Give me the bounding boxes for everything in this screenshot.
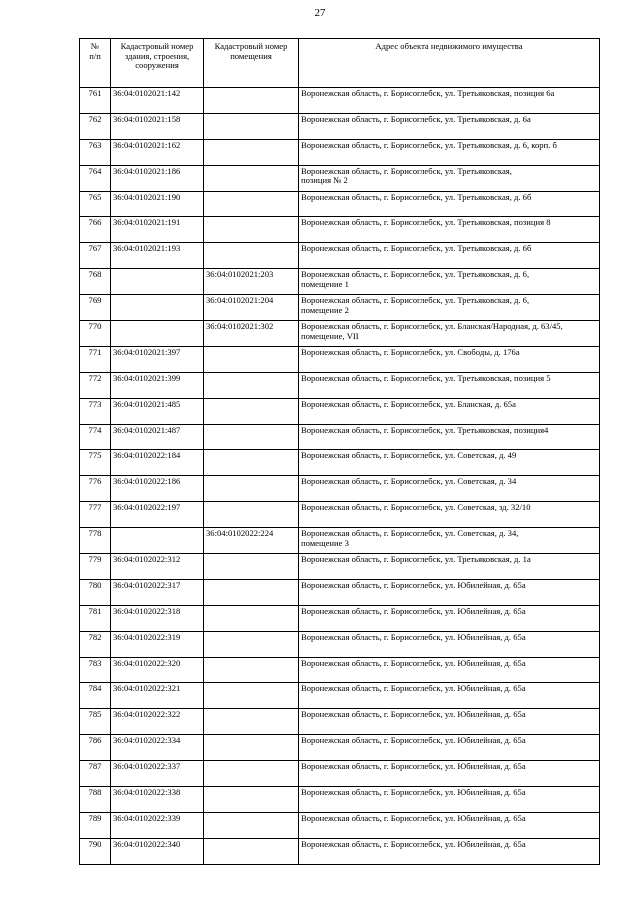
address-cell: Воронежская область, г. Борисоглебск, ул. Третьяковская, д. 6а bbox=[299, 113, 600, 139]
table-row bbox=[80, 554, 600, 580]
row-number: 767 bbox=[80, 243, 111, 269]
building-cadastral-cell: 36:04:0102022:319 bbox=[111, 631, 204, 657]
address-cell: Воронежская область, г. Борисоглебск, ул. Советская, д. 34, помещение 3 bbox=[299, 528, 600, 554]
building-cadastral-cell: 36:04:0102021:193 bbox=[111, 243, 204, 269]
table-row bbox=[80, 579, 600, 605]
premise-cadastral-cell bbox=[204, 787, 299, 813]
row-number: 790 bbox=[80, 838, 111, 864]
header-address: Адрес объекта недвижимого имущества bbox=[299, 39, 600, 88]
address-cell: Воронежская область, г. Борисоглебск, ул. Свободы, д. 176а bbox=[299, 346, 600, 372]
premise-cadastral-cell bbox=[204, 113, 299, 139]
table-row bbox=[80, 657, 600, 683]
row-number: 781 bbox=[80, 605, 111, 631]
row-number: 765 bbox=[80, 191, 111, 217]
address-cell: Воронежская область, г. Борисоглебск, ул. Третьяковская, позиция 6а bbox=[299, 88, 600, 114]
premise-cadastral-cell bbox=[204, 191, 299, 217]
row-number: 771 bbox=[80, 346, 111, 372]
address-cell: Воронежская область, г. Борисоглебск, ул. Бланская, д. 65а bbox=[299, 398, 600, 424]
row-number: 770 bbox=[80, 321, 111, 347]
building-cadastral-cell: 36:04:0102021:487 bbox=[111, 424, 204, 450]
table-row bbox=[80, 269, 600, 295]
row-number: 780 bbox=[80, 579, 111, 605]
address-cell: Воронежская область, г. Борисоглебск, ул. Третьяковская, д. 6, корп. б bbox=[299, 139, 600, 165]
address-cell: Воронежская область, г. Борисоглебск, ул. Юбилейная, д. 65а bbox=[299, 735, 600, 761]
row-number: 779 bbox=[80, 554, 111, 580]
row-number: 769 bbox=[80, 295, 111, 321]
address-cell: Воронежская область, г. Борисоглебск, ул. Бланская/Народная, д. 63/45, помещение, VII bbox=[299, 321, 600, 347]
address-cell: Воронежская область, г. Борисоглебск, ул. Третьяковская, д. 1а bbox=[299, 554, 600, 580]
address-cell: Воронежская область, г. Борисоглебск, ул. Третьяковская, д. 6б bbox=[299, 243, 600, 269]
table-row bbox=[80, 735, 600, 761]
table-row bbox=[80, 321, 600, 347]
address-cell: Воронежская область, г. Борисоглебск, ул. Третьяковская, д. 6, помещение 1 bbox=[299, 269, 600, 295]
table-row bbox=[80, 139, 600, 165]
building-cadastral-cell: 36:04:0102022:186 bbox=[111, 476, 204, 502]
row-number: 772 bbox=[80, 372, 111, 398]
table-row bbox=[80, 424, 600, 450]
building-cadastral-cell: 36:04:0102021:190 bbox=[111, 191, 204, 217]
building-cadastral-cell: 36:04:0102021:142 bbox=[111, 88, 204, 114]
building-cadastral-cell: 36:04:0102022:197 bbox=[111, 502, 204, 528]
table-row bbox=[80, 346, 600, 372]
building-cadastral-cell bbox=[111, 295, 204, 321]
row-number: 783 bbox=[80, 657, 111, 683]
address-cell: Воронежская область, г. Борисоглебск, ул. Юбилейная, д. 65а bbox=[299, 631, 600, 657]
premise-cadastral-cell bbox=[204, 838, 299, 864]
row-number: 786 bbox=[80, 735, 111, 761]
premise-cadastral-cell bbox=[204, 683, 299, 709]
address-cell: Воронежская область, г. Борисоглебск, ул. Третьяковская, позиция4 bbox=[299, 424, 600, 450]
table-row bbox=[80, 450, 600, 476]
building-cadastral-cell: 36:04:0102022:340 bbox=[111, 838, 204, 864]
address-cell: Воронежская область, г. Борисоглебск, ул. Юбилейная, д. 65а bbox=[299, 761, 600, 787]
table-row bbox=[80, 295, 600, 321]
row-number: 762 bbox=[80, 113, 111, 139]
table-row bbox=[80, 476, 600, 502]
premise-cadastral-cell bbox=[204, 424, 299, 450]
table-row bbox=[80, 528, 600, 554]
table-row bbox=[80, 88, 600, 114]
premise-cadastral-cell bbox=[204, 579, 299, 605]
premise-cadastral-cell: 36:04:0102021:204 bbox=[204, 295, 299, 321]
table-row bbox=[80, 761, 600, 787]
building-cadastral-cell bbox=[111, 528, 204, 554]
table-row bbox=[80, 398, 600, 424]
address-cell: Воронежская область, г. Борисоглебск, ул. Юбилейная, д. 65а bbox=[299, 605, 600, 631]
address-cell: Воронежская область, г. Борисоглебск, ул. Третьяковская, д. 6б bbox=[299, 191, 600, 217]
address-cell: Воронежская область, г. Борисоглебск, ул. Советская, д. 34 bbox=[299, 476, 600, 502]
building-cadastral-cell: 36:04:0102022:337 bbox=[111, 761, 204, 787]
table-row bbox=[80, 683, 600, 709]
header-premise-cadastral: Кадастровый номер помещения bbox=[204, 39, 299, 88]
address-cell: Воронежская область, г. Борисоглебск, ул. Советская, д. 49 bbox=[299, 450, 600, 476]
table-row bbox=[80, 631, 600, 657]
premise-cadastral-cell bbox=[204, 372, 299, 398]
building-cadastral-cell: 36:04:0102022:184 bbox=[111, 450, 204, 476]
premise-cadastral-cell bbox=[204, 346, 299, 372]
building-cadastral-cell: 36:04:0102022:334 bbox=[111, 735, 204, 761]
row-number: 766 bbox=[80, 217, 111, 243]
table-row bbox=[80, 709, 600, 735]
building-cadastral-cell: 36:04:0102021:485 bbox=[111, 398, 204, 424]
premise-cadastral-cell: 36:04:0102021:302 bbox=[204, 321, 299, 347]
address-cell: Воронежская область, г. Борисоглебск, ул. Юбилейная, д. 65а bbox=[299, 838, 600, 864]
building-cadastral-cell bbox=[111, 269, 204, 295]
address-cell: Воронежская область, г. Борисоглебск, ул. Третьяковская, позиция 8 bbox=[299, 217, 600, 243]
premise-cadastral-cell bbox=[204, 165, 299, 191]
building-cadastral-cell bbox=[111, 321, 204, 347]
row-number: 773 bbox=[80, 398, 111, 424]
table-row bbox=[80, 812, 600, 838]
building-cadastral-cell: 36:04:0102021:162 bbox=[111, 139, 204, 165]
building-cadastral-cell: 36:04:0102021:158 bbox=[111, 113, 204, 139]
premise-cadastral-cell bbox=[204, 812, 299, 838]
address-cell: Воронежская область, г. Борисоглебск, ул. Третьяковская, позиция № 2 bbox=[299, 165, 600, 191]
premise-cadastral-cell bbox=[204, 657, 299, 683]
premise-cadastral-cell bbox=[204, 761, 299, 787]
address-cell: Воронежская область, г. Борисоглебск, ул. Юбилейная, д. 65а bbox=[299, 579, 600, 605]
building-cadastral-cell: 36:04:0102021:399 bbox=[111, 372, 204, 398]
premise-cadastral-cell bbox=[204, 398, 299, 424]
premise-cadastral-cell bbox=[204, 243, 299, 269]
table-row bbox=[80, 217, 600, 243]
premise-cadastral-cell bbox=[204, 631, 299, 657]
premise-cadastral-cell bbox=[204, 554, 299, 580]
row-number: 778 bbox=[80, 528, 111, 554]
building-cadastral-cell: 36:04:0102021:191 bbox=[111, 217, 204, 243]
building-cadastral-cell: 36:04:0102021:397 bbox=[111, 346, 204, 372]
premise-cadastral-cell: 36:04:0102021:203 bbox=[204, 269, 299, 295]
premise-cadastral-cell bbox=[204, 88, 299, 114]
building-cadastral-cell: 36:04:0102022:321 bbox=[111, 683, 204, 709]
building-cadastral-cell: 36:04:0102022:338 bbox=[111, 787, 204, 813]
row-number: 768 bbox=[80, 269, 111, 295]
row-number: 788 bbox=[80, 787, 111, 813]
address-cell: Воронежская область, г. Борисоглебск, ул. Юбилейная, д. 65а bbox=[299, 683, 600, 709]
row-number: 777 bbox=[80, 502, 111, 528]
building-cadastral-cell: 36:04:0102022:318 bbox=[111, 605, 204, 631]
address-cell: Воронежская область, г. Борисоглебск, ул. Юбилейная, д. 65а bbox=[299, 812, 600, 838]
premise-cadastral-cell: 36:04:0102022:224 bbox=[204, 528, 299, 554]
table-row bbox=[80, 165, 600, 191]
table-row bbox=[80, 838, 600, 864]
building-cadastral-cell: 36:04:0102022:317 bbox=[111, 579, 204, 605]
premise-cadastral-cell bbox=[204, 502, 299, 528]
building-cadastral-cell: 36:04:0102022:322 bbox=[111, 709, 204, 735]
header-number: № п/п bbox=[80, 39, 111, 88]
table-header-row bbox=[80, 39, 600, 88]
row-number: 763 bbox=[80, 139, 111, 165]
table-row bbox=[80, 502, 600, 528]
address-cell: Воронежская область, г. Борисоглебск, ул. Юбилейная, д. 65а bbox=[299, 657, 600, 683]
premise-cadastral-cell bbox=[204, 735, 299, 761]
premise-cadastral-cell bbox=[204, 450, 299, 476]
property-registry-table bbox=[79, 38, 600, 865]
premise-cadastral-cell bbox=[204, 605, 299, 631]
table-row bbox=[80, 372, 600, 398]
row-number: 787 bbox=[80, 761, 111, 787]
table-row bbox=[80, 243, 600, 269]
address-cell: Воронежская область, г. Борисоглебск, ул. Третьяковская, д. 6, помещение 2 bbox=[299, 295, 600, 321]
row-number: 761 bbox=[80, 88, 111, 114]
table-row bbox=[80, 605, 600, 631]
address-cell: Воронежская область, г. Борисоглебск, ул. Юбилейная, д. 65а bbox=[299, 787, 600, 813]
row-number: 784 bbox=[80, 683, 111, 709]
premise-cadastral-cell bbox=[204, 217, 299, 243]
page-number: 27 bbox=[314, 7, 326, 19]
table-row bbox=[80, 113, 600, 139]
building-cadastral-cell: 36:04:0102021:186 bbox=[111, 165, 204, 191]
premise-cadastral-cell bbox=[204, 709, 299, 735]
row-number: 775 bbox=[80, 450, 111, 476]
premise-cadastral-cell bbox=[204, 476, 299, 502]
premise-cadastral-cell bbox=[204, 139, 299, 165]
row-number: 785 bbox=[80, 709, 111, 735]
row-number: 782 bbox=[80, 631, 111, 657]
row-number: 776 bbox=[80, 476, 111, 502]
building-cadastral-cell: 36:04:0102022:312 bbox=[111, 554, 204, 580]
table-row bbox=[80, 191, 600, 217]
building-cadastral-cell: 36:04:0102022:339 bbox=[111, 812, 204, 838]
row-number: 789 bbox=[80, 812, 111, 838]
address-cell: Воронежская область, г. Борисоглебск, ул. Советская, зд. 32/10 bbox=[299, 502, 600, 528]
address-cell: Воронежская область, г. Борисоглебск, ул. Третьяковская, позиция 5 bbox=[299, 372, 600, 398]
address-cell: Воронежская область, г. Борисоглебск, ул. Юбилейная, д. 65а bbox=[299, 709, 600, 735]
row-number: 774 bbox=[80, 424, 111, 450]
table-row bbox=[80, 787, 600, 813]
row-number: 764 bbox=[80, 165, 111, 191]
header-building-cadastral: Кадастровый номер здания, строения, сооружения bbox=[111, 39, 204, 88]
building-cadastral-cell: 36:04:0102022:320 bbox=[111, 657, 204, 683]
